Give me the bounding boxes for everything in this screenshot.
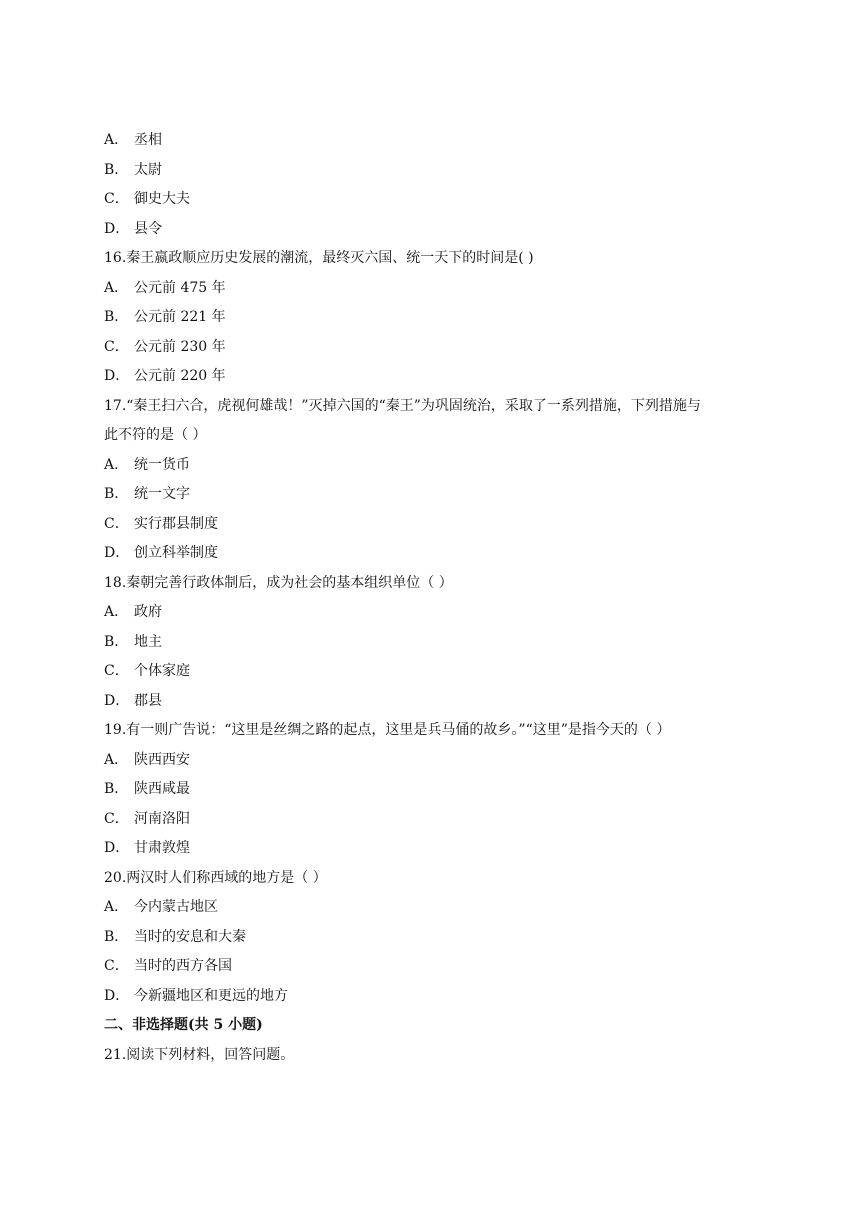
q17-stem-line1: 17.“秦王扫六合，虎视何雄哉！”灭掉六国的“秦王”为巩固统治，采取了一系列措施，下列措施与 [104,397,701,414]
option-letter: C． [104,191,129,207]
option-letter: D． [104,220,130,237]
q17-option-c [104,510,784,540]
option-text: 创立科举制度 [134,545,218,561]
q17-option-d [104,539,784,569]
q19-option-d [104,834,784,864]
option-letter: C． [104,515,129,532]
q18-option-b [104,628,784,658]
q19-option-b [104,775,784,805]
q20-option-d [104,982,784,1012]
option-text: 今新疆地区和更远的地方 [134,987,288,1004]
option-letter: A． [104,899,129,915]
option-text: 当时的西方各国 [134,958,232,974]
option-text: 陕西咸最 [134,781,190,797]
option-text: 统一货币 [134,456,190,473]
option-text: 河南洛阳 [134,810,190,827]
option-text: 郡县 [134,692,162,709]
q17-option-a [104,451,784,481]
q18-option-d [104,687,784,717]
q18-option-c [104,657,784,687]
option-letter: B． [104,161,129,178]
q15-option-b [104,156,784,186]
option-letter: A． [104,604,129,620]
option-letter: D． [104,692,130,709]
q16-stem: 16.秦王嬴政顺应历史发展的潮流，最终灭六国、统一天下的时间是( ) [104,250,534,266]
option-text: 公元前 230 年 [134,338,226,355]
option-text: 陕西西安 [134,751,190,768]
q20-option-b [104,923,784,953]
q17-option-b [104,480,784,510]
option-text: 公元前 475 年 [134,279,226,296]
q20-option-c [104,952,784,982]
option-text: 县令 [134,220,162,237]
section-heading: 二、非选择题(共 5 小题) [104,1017,263,1033]
option-letter: B． [104,928,129,945]
option-letter: C． [104,663,129,679]
q18-stem: 18.秦朝完善行政体制后，成为社会的基本组织单位（ ） [104,574,453,591]
q19-stem: 19.有一则广告说：“这里是丝绸之路的起点，这里是兵马俑的故乡。”“这里”是指今天的（ ） [104,722,671,738]
q20-stem: 20.两汉时人们称西域的地方是（ ） [104,869,327,886]
option-letter: C． [104,810,129,827]
option-text: 甘肃敦煌 [134,840,190,856]
q20-option-a [104,893,784,923]
option-text: 御史大夫 [134,191,190,207]
q19-option-a [104,746,784,776]
option-text: 统一文字 [134,486,190,502]
q15-option-d [104,215,784,245]
q21-stem: 21.阅读下列材料，回答问题。 [104,1046,295,1063]
option-letter: D． [104,840,130,856]
option-letter: B． [104,486,129,502]
page-content [104,126,784,1070]
option-letter: D． [104,545,130,561]
option-letter: A． [104,751,129,768]
q18-option-a [104,598,784,628]
option-letter: D． [104,368,130,384]
q16-option-c [104,333,784,363]
option-letter: D． [104,987,130,1004]
option-letter: A． [104,279,129,296]
option-text: 实行郡县制度 [134,515,218,532]
q16-option-a [104,274,784,304]
q15-option-c [104,185,784,215]
option-letter: A． [104,132,129,148]
option-letter: A． [104,456,129,473]
option-text: 丞相 [134,132,162,148]
q19-option-c [104,805,784,835]
option-letter: C． [104,338,129,355]
option-letter: B． [104,781,129,797]
option-text: 太尉 [134,161,162,178]
option-letter: B． [104,633,129,650]
option-text: 公元前 221 年 [134,309,226,325]
option-letter: B． [104,309,129,325]
q16-option-b [104,303,784,333]
q17-stem-line2: 此不符的是（ ） [104,427,207,443]
option-text: 个体家庭 [134,663,190,679]
q16-option-d [104,362,784,392]
q15-option-a [104,126,784,156]
option-text: 今内蒙古地区 [134,899,218,915]
option-text: 政府 [134,604,162,620]
option-letter: C． [104,958,129,974]
option-text: 地主 [134,633,162,650]
option-text: 公元前 220 年 [134,368,226,384]
option-text: 当时的安息和大秦 [134,928,246,945]
